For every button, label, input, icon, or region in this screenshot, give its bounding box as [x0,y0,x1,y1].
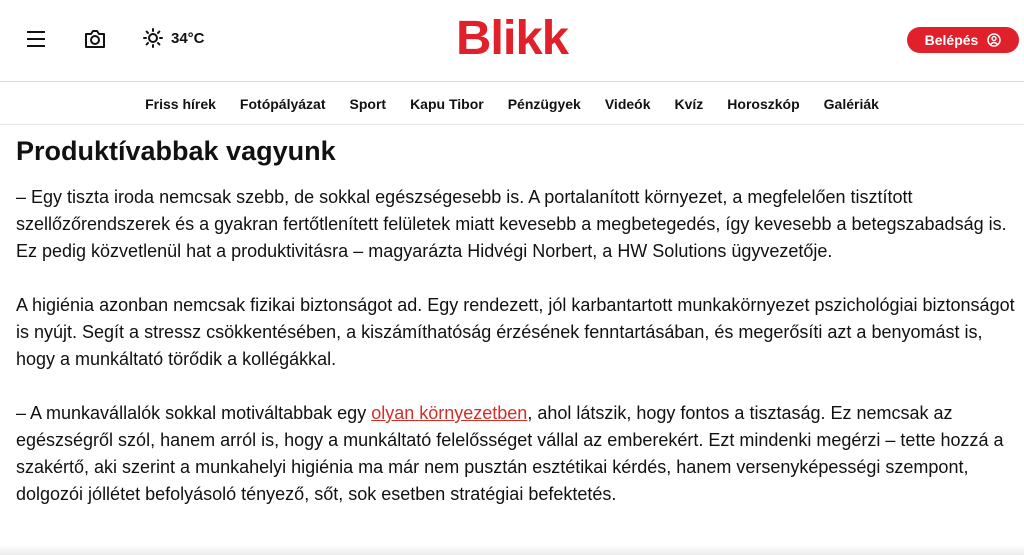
nav-item-kviz[interactable]: Kvíz [674,95,704,112]
section-heading: Produktívabbak vagyunk [16,136,336,166]
sun-icon [143,28,163,48]
paragraph-3-start: – A munkavállalók sokkal motiváltabbak egy [16,403,372,423]
nav-item-galeriak[interactable]: Galériák [823,95,879,112]
nav-item-fotopalyazat[interactable]: Fotópályázat [239,95,326,112]
login-button[interactable] [907,27,1019,53]
menu-icon[interactable] [27,31,45,47]
user-icon [987,33,1001,47]
inline-link[interactable]: olyan környezetben [371,403,528,423]
nav-item-penzugyek[interactable]: Pénzügyek [507,95,581,112]
article-body [16,134,1016,535]
nav-item-videok[interactable]: Videók [604,95,651,112]
paragraph-3 [16,400,1016,508]
bottom-shadow [0,545,1024,555]
main-navigation [0,83,1024,125]
nav-item-kapu-tibor[interactable]: Kapu Tibor [410,95,484,112]
camera-icon[interactable] [84,29,106,54]
paragraph-1: – Egy tiszta iroda nemcsak szebb, de sokkal egészségesebb is. A portalanított környezet, a megfelelően tisztított szellőzőrendszerek és a gyakran fertőtlenített felületek miatt kevesebb a megbetegedés, így kevesebb a betegszabadság is. Ez pedig közvetlenül hat a produktivitásra – magyarázta Hidvégi Norbert, a HW Solutions ügyvezetője. [16,187,1007,261]
nav-item-sport[interactable]: Sport [349,95,387,112]
paragraph-2: A higiénia azonban nemcsak fizikai biztonságot ad. Egy rendezett, jól karbantartott munkakörnyezet pszichológiai biztonságot is nyújt. Segít a stressz csökkentésében, a kiszámíthatóság érzésének fenntartásában, és megerősíti azt a benyomást is, hogy a munkáltató törődik a kollégákkal. [16,295,1015,369]
login-label: Belépés [924,32,979,48]
weather-widget[interactable] [143,28,205,48]
nav-item-friss-hirek[interactable]: Friss hírek [145,95,216,112]
weather-temperature: 34°C [171,29,205,47]
blikk-logo[interactable]: Blikk [456,12,568,65]
paragraph-3-end: , ahol látszik, hogy fontos a tisztaság. Ez nemcsak az egészségről szól, hanem arról is, hogy a munkáltató felelősséget vállal az emberekért. Ezt mindenki megérzi – tette hozzá a szakértő, aki szerint a munkahelyi higiénia ma már nem pusztán esztétikai kérdés, hanem versenyképességi szempont, dolgozói jóllétet befolyásoló tényező, sőt, sok esetben stratégiai befektetés. [16,403,1004,504]
nav-item-horoszkop[interactable]: Horoszkóp [727,95,800,112]
site-header [0,0,1024,82]
